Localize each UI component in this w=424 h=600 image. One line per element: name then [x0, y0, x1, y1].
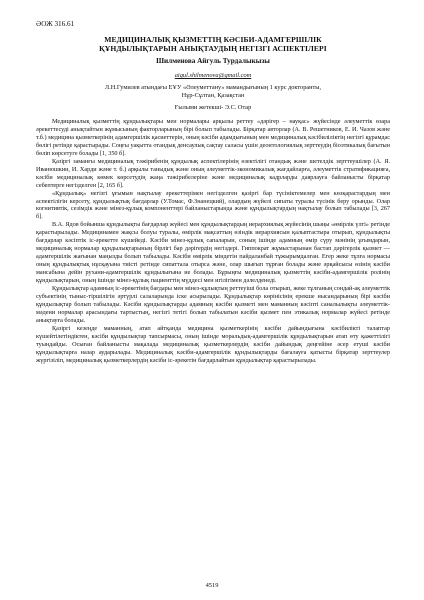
page-number: 4519: [205, 582, 219, 589]
body-paragraph: Қазіргі кезеңде маманның, атап айтқанда медицина қызметкерінің кәсіби дайындығына кәсібилікті талаптар күшейтілетіндіктен, кәсіби құндылықтар тапсырмасы, оның ішінде моральдық-адамгершілік құндылықтарын атап өту қажеттілігі туындайды. Осыған байланысты мақалада медициналық қызметкерлердің кәсіби дайындық деңгейіне әсер етуші кәсіби құндылықтарға назар аударылады. Медициналық кәсіби-адамгершілік құндылықтарды бағалауға қатысты бірқатар зерттеулер жүргізіліп, медициналық қызметкерлердің кәсіби іс-әрекетін бағдарлайтын құндылықтар қарастырылады.: [36, 324, 390, 364]
author-name: Шилменова Айгуль Турдалыкызы: [156, 57, 270, 65]
paper-body: [36, 118, 390, 365]
body-paragraph: Құндылықтар адамның іс-әрекетінің бағдары мен мінез-құлықтың реттеуіші бола отырып, жеке тұлғаның сондай-ақ әлеуметтік субъектінің тыныс-тіршілігін әртүрлі салаларында іске асырылады. Құндылықтар көрінісінің ерекше нысандарының бірі кәсіби құндылықтар болып табылады. Кәсіби құндылықтарды адамның кәсіби қызметі мен маманның кәсіпті саналылықты әлеуметтік-мәдени нормалар арасындағы тартыстың, негізгі тетігі болып табылатын кәсіби қызмет пен этикалық нормалар жүйесі ретінде анықтауға болады.: [36, 285, 390, 324]
title-line-2: ҚҰНДЫЛЫҚТАРЫН АНЫҚТАУДЫҢ НЕГІЗГІ АСПЕКТІЛЕРІ: [99, 44, 327, 53]
body-paragraph: «Құндылық» негізгі ұғымын нақтылау әрекеттерімен негізделген қазіргі бар түсініктемелер мен көзқарастардың мен аспектілігін керсету, құндылықтық бағдарлар (У.Томас, Ф.Знанецкий), олардың жүйелі сипаты туралы түсінік беру орынды. Олар когнитивтік, сезімдік және мінез-құлық компоненттері байланыстарында және құндылықтардың нақтылау болып табылады [3, 267 б].: [36, 189, 390, 221]
author-email-link[interactable]: aigul.shilmenova@gmail.com: [174, 72, 252, 79]
body-paragraph: Медициналық қызметтің құндылықтары мен нормалары арқылы реттеу «дәрігер – науқас» жүйесінде әлеуметтік өзара әрекеттесуді анықтайтын жұмысының факторларының бірі болып табылады. Бірқатар авторлар (А. В. Решетников, Е. И. Чазов және т.б.) медицина қызметкерінің адамгершілік қасиеттерін, оның кәсіби адамдығының мен медициналық кәсібиліліктің негізгі құрамдас бөлігі ретінде қарастырады. Соңғы уақытта отандық денсаулық сақтау саласы үшін деонтологиялық зерттеудің біоэтикалық бағытын бөліп көрсетуге болады [1, 350 б].: [36, 118, 390, 157]
author-location: Нұр-Сұлтан, Қазақстан: [181, 92, 245, 99]
body-paragraph: В.А. Ядов бойынша құндылықты бағдарлар жүйесі мен құндылықтардың иерархиялық жүйесінің шыңы «өмірлік үлгі» ретінде қарастырылады. Медицинамен жақсы болуы туралы, өмірлік мақсаттың өзіндік иерархиясын қалыптастыра отырып, құндылықты бағдарлар кәсіптік іс-әрекетте күшейеді. Кәсіби мінез-құлық сапаларын, соның ішінде адамның өмір сүру мәнінің ұғымдарын, медициналық нормалар құндылықтарының бірлігі бар дәрігердің негіздері. Гиппократ жұмыстарынан бастап дәрігерлік қызмет — адамгершілік жағынан маңызды болып табылады. Кәсіби өмірлік міндетін пайдаланбай тұжырымдалған. Егер жеке тұлға нормасы оның құндылықтық нұсқауына тиісті ретінде сипаттала отырса және, олар шығып тұрған болады және әрқайсысы өзінің кәсіби мансабына дейін рухани-адамгершілік құндылығына ие болады. Бұрыңғы медициналық қызметтің кәсіби-адамгершілік ролінің құндылықтарын, оның ішінде мінез-құлық пациенттің мүддесі мен игілігімен дәлелденеді.: [36, 221, 390, 285]
title-line-1: МЕДИЦИНАЛЫҚ ҚЫЗМЕТТІҢ КӘСІБИ-АДАМГЕРШІЛІК: [104, 35, 322, 44]
paper-title: [36, 35, 390, 53]
udc-code: ӘОЖ 316.61: [36, 20, 75, 28]
body-paragraph: Қазіргі заманғы медициналық тәжірибенің құндылық аспектілерінің өзектілігі отандық және шетелдік зерттеушілер (А. Я. Иванюшкин, И. Харди және т. б.) арқылы таныдық және оның әлеуметтік-экономикалық жағдайларға, әлеуметтік стратификацияға, кәсіби медициналық көмек көрсетудің жаңа тәжірибелеріне және медициналық кадрларды даярлауға байланысты бірқатар себептерге негізделген [2, 165 б].: [36, 157, 390, 189]
author-affiliation: Л.Н.Гумилев атындағы ЕҰУ «Әлеуметтану» мамандығының 1 курс докторанты,: [104, 84, 322, 91]
scientific-supervisor: Ғылыми жетекші- Э.С. Отар: [174, 104, 252, 111]
